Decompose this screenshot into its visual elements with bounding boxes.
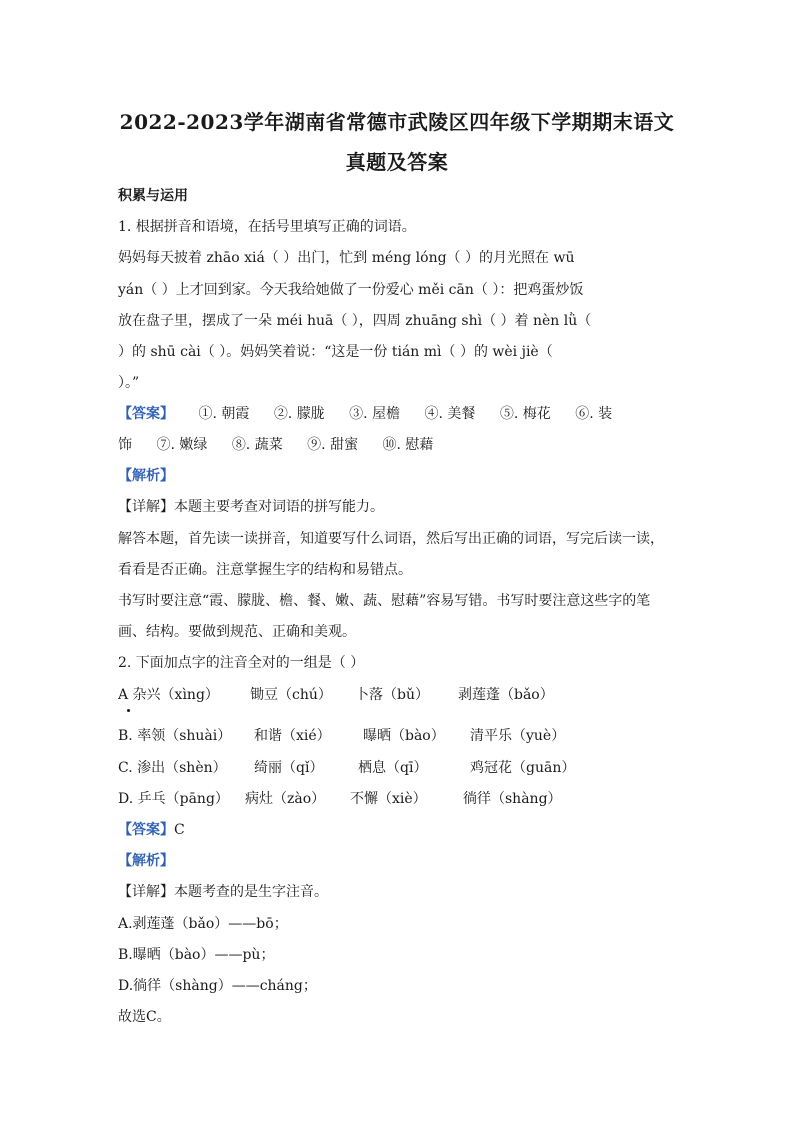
- q1-text-line: yán（ ）上才回到家。今天我给她做了一份爱心 měi cān（ ）：把鸡蛋炒饭: [118, 282, 584, 298]
- q2-detail-line: D.徜徉（shàng）——cháng；: [118, 978, 317, 994]
- q2-option-b-item: 和谐（xié）: [254, 728, 331, 744]
- answer-item: ①. 朝霞: [198, 406, 250, 422]
- q1-stem: 1. 根据拼音和语境，在括号里填写正确的词语。: [118, 219, 416, 235]
- q1-detail-line: 【详解】本题主要考查对词语的拼写能力。: [118, 499, 384, 515]
- q1-text-line: 妈妈每天披着 zhāo xiá（ ）出门，忙到 méng lóng（ ）的月光照在 wū: [118, 250, 575, 266]
- q1-answer-line1: [118, 404, 678, 424]
- q2-detail-line: B.曝晒（bào）——pù；: [118, 947, 275, 963]
- answer-label: 【答案】: [118, 406, 174, 422]
- q1-answer-line2: [118, 435, 678, 455]
- q2-detail-line: 【详解】本题考查的是生字注音。: [118, 884, 328, 900]
- q1-analysis-label: 【解析】: [118, 468, 174, 484]
- q1-detail-line: 画、结构。要做到规范、正确和美观。: [118, 624, 356, 640]
- q2-detail-line: 故选C。: [118, 1009, 171, 1025]
- q2-option-b-item: 曝晒（bào）: [363, 728, 445, 744]
- q2-option-b-item: 清平乐（yuè）: [470, 728, 566, 744]
- answer-item: ④. 美餐: [424, 406, 476, 422]
- q2-option-a-item: 卜落（bǔ）: [355, 687, 429, 703]
- q1-text-line: 放在盘子里，摆成了一朵 méi huā（ ），四周 zhuāng shì（ ）着 nèn lǜ（: [118, 313, 592, 329]
- q2-option-c-item: 绮丽（qǐ）: [254, 760, 324, 776]
- q2-option-d-item: D. 乒乓（pāng）: [118, 791, 229, 807]
- answer-item: ⑦. 嫩绿: [156, 437, 208, 453]
- answer-item: ⑤. 梅花: [499, 406, 551, 422]
- answer-item: ⑧. 蔬菜: [231, 437, 283, 453]
- q2-option-a-item: 剥莲蓬（bǎo）: [458, 687, 554, 703]
- answer-item: ⑨. 甜蜜: [307, 437, 359, 453]
- answer-item: ⑩. 慰藉: [382, 437, 434, 453]
- q2-option-c-item: 鸡冠花（guān）: [470, 760, 576, 776]
- q2-detail-line: A.剥莲蓬（bǎo）——bō；: [118, 916, 288, 932]
- q2-analysis-label: 【解析】: [118, 853, 174, 869]
- q2-option-c-item: C. 渗出（shèn）: [118, 760, 227, 776]
- answer-item: ⑥. 装: [575, 406, 613, 422]
- q2-option-b-item: B. 率领（shuài）: [118, 728, 232, 744]
- page-title-line2: 真题及答案: [345, 150, 449, 174]
- answer-item: ②. 朦胧: [273, 406, 325, 422]
- answer-item: ③. 屋檐: [349, 406, 401, 422]
- q2-stem: 2. 下面加点字的注音全对的一组是（ ）: [118, 655, 365, 671]
- answer-item: 饰: [118, 437, 132, 453]
- q1-text-line: ）的 shū cài（ ）。妈妈笑着说：“这是一份 tián mì（ ）的 wèi jiè（: [118, 344, 553, 360]
- q1-text-line: ）。”: [118, 375, 140, 391]
- q2-option-a-item: 锄豆（chú）: [250, 687, 332, 703]
- q2-answer-line: [118, 820, 678, 840]
- emphasis-dot: [127, 709, 130, 712]
- q2-option-d-item: 病灶（zào）: [245, 791, 326, 807]
- q1-detail-line: 看看是否正确。注意掌握生字的结构和易错点。: [118, 562, 412, 578]
- q2-option-a-item: A 杂兴（xìng）: [118, 687, 219, 703]
- q1-detail-line: 解答本题，首先读一读拼音，知道要写什么词语，然后写出正确的词语，写完后读一读，: [118, 531, 664, 547]
- q2-option-c-item: 栖息（qī）: [358, 760, 428, 776]
- section-heading: 积累与运用: [118, 188, 188, 204]
- q1-detail-line: 书写时要注意“霞、朦胧、檐、餐、嫩、蔬、慰藉”容易写错。书写时要注意这些字的笔: [118, 593, 651, 609]
- q2-option-d-item: 徜徉（shàng）: [463, 791, 562, 807]
- page-title-line1: 2022-2023学年湖南省常德市武陵区四年级下学期期末语文: [119, 110, 675, 134]
- answer-value: C: [174, 822, 185, 838]
- answer-label: 【答案】: [118, 822, 174, 838]
- q2-option-d-item: 不懈（xiè）: [350, 791, 427, 807]
